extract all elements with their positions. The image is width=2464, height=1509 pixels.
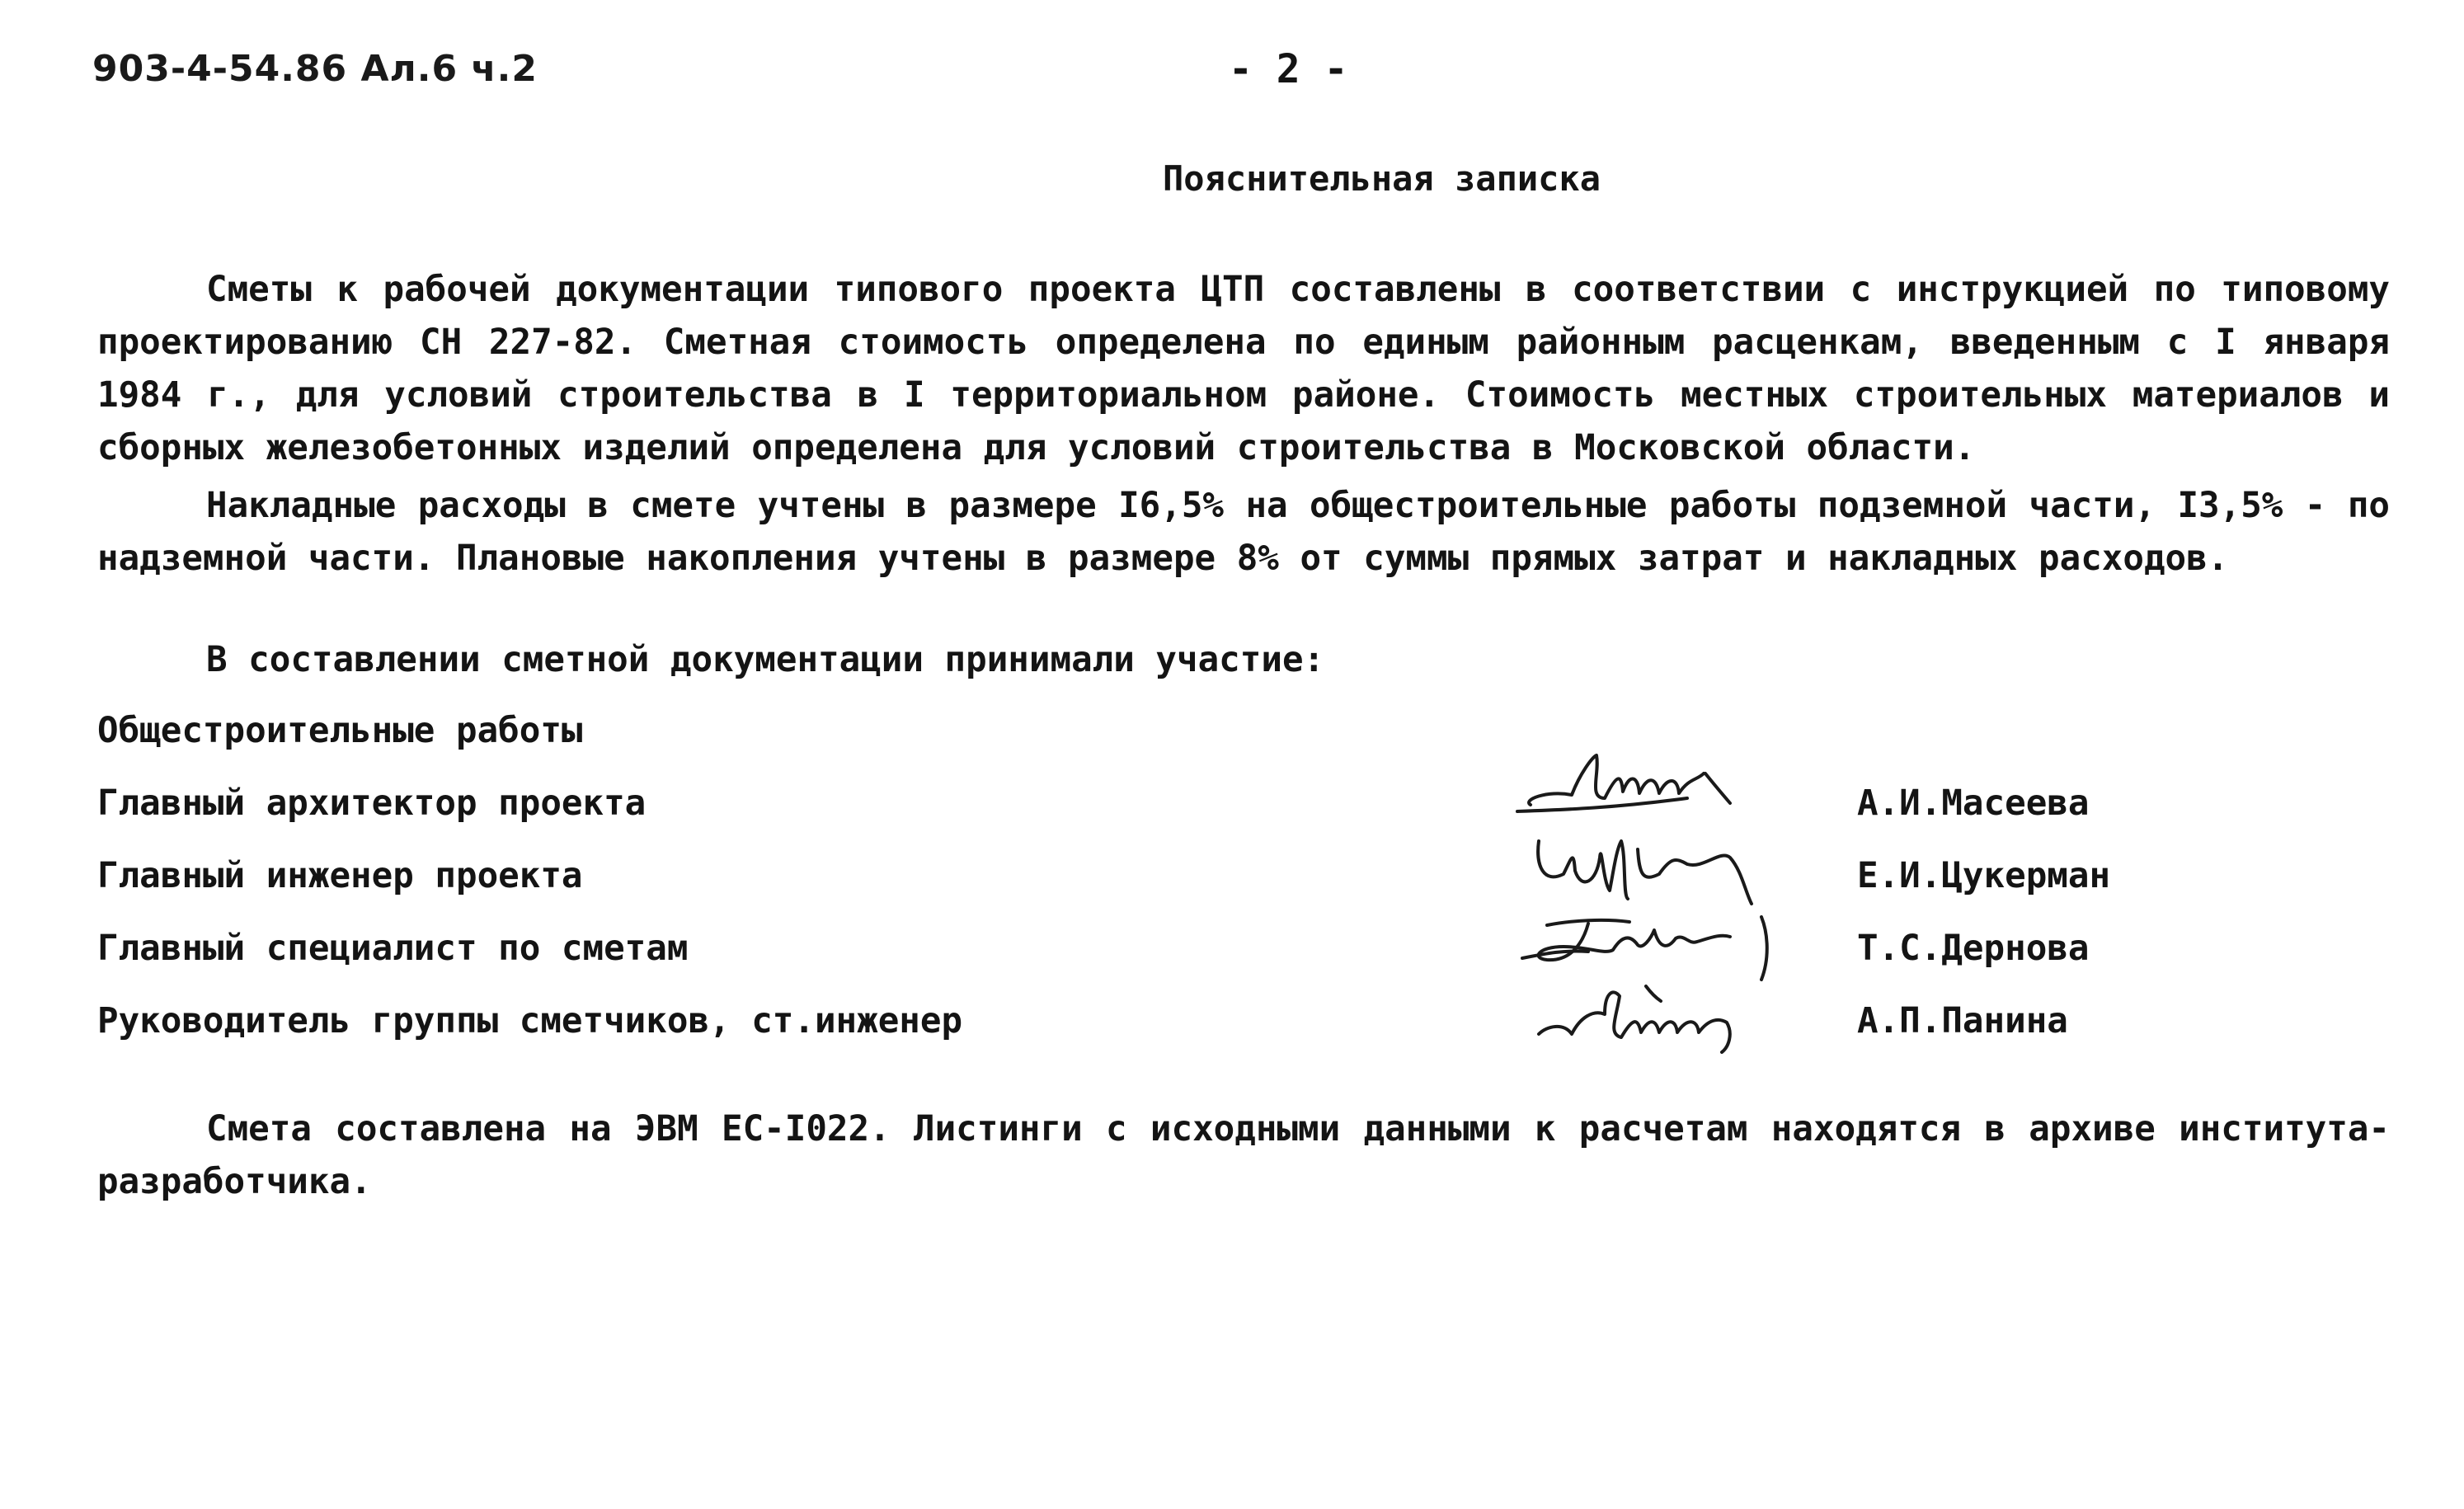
role-label: Главный специалист по сметам xyxy=(97,928,689,969)
role-label: Руководитель группы сметчиков, ст.инженер xyxy=(97,1001,963,1041)
section-heading: Общестроительные работы xyxy=(97,711,583,751)
signature-dernova xyxy=(1514,900,1827,980)
person-name: А.И.Масеева xyxy=(1857,783,2090,824)
person-name: Т.С.Дернова xyxy=(1857,928,2090,969)
participants-intro: В составлении сметной документации принимали участие: xyxy=(206,640,1325,680)
document-code: 903-4-54.86 Ал.6 ч.2 xyxy=(92,48,538,90)
role-label: Главный инженер проекта xyxy=(97,856,583,896)
signature-maseeva xyxy=(1514,740,1827,820)
person-name: Е.И.Цукерман xyxy=(1857,856,2111,896)
paragraph-text: Накладные расходы в смете учтены в размере I6,5% на общестроительные работы подземной части, I3,5% - по надземной части. Плановые накопления учтены в размере 8% от суммы прямых затрат и накладных расходов. xyxy=(97,486,2390,579)
signature-panina xyxy=(1514,976,1827,1055)
paragraph-overhead xyxy=(97,480,2390,585)
role-label: Главный архитектор проекта xyxy=(97,783,647,824)
paragraph-estimate-basis xyxy=(97,264,2390,475)
paragraph-computer-note xyxy=(97,1103,2390,1209)
paragraph-text: Сметы к рабочей документации типового проекта ЦТП составлены в соответствии с инструкцией по типовому проектированию СН 227-82. Сметная стоимость определена по единым районным расценкам, введенным с I января 1984 г., для условий строительства в I территориальном районе. Стоимость местных строительных материалов и сборных железобетонных изделий определена для условий строительства в Московской области. xyxy=(97,270,2390,468)
person-name: А.П.Панина xyxy=(1857,1001,2068,1041)
document-title: Пояснительная записка xyxy=(1163,158,1601,199)
page-number: - 2 - xyxy=(1229,46,1348,92)
signature-tsukerman xyxy=(1514,825,1827,904)
paragraph-text: Смета составлена на ЭВМ ЕС-I022. Листинги с исходными данными к расчетам находятся в архиве института-разработчика. xyxy=(97,1109,2390,1202)
